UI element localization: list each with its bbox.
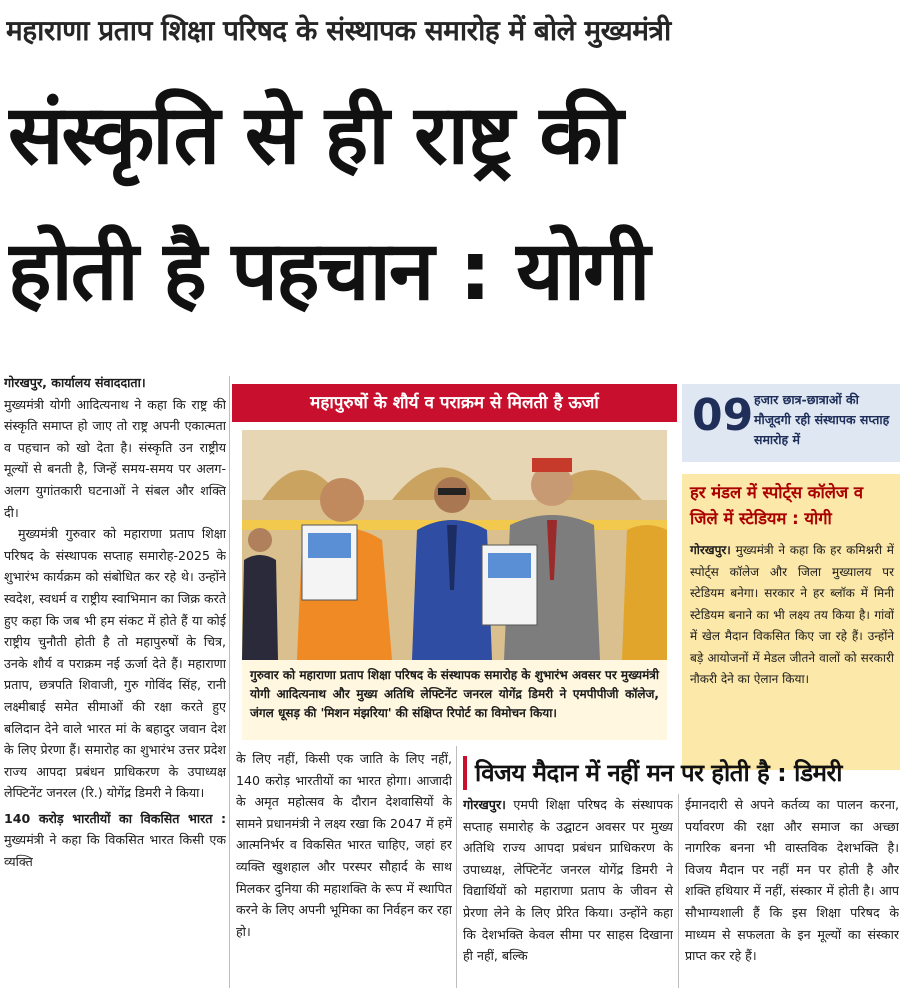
paragraph: मुख्यमंत्री ने कहा कि विकसित भारत किसी एक व्यक्ति — [4, 832, 226, 870]
stat-text: हजार छात्र-छात्राओं की मौजूदगी रही संस्थापक सप्ताह समारोह में — [754, 392, 890, 447]
subhead: 140 करोड़ भारतीयों का विकसित भारत : — [4, 810, 226, 826]
sports-heading: हर मंडल में स्पोर्ट्स कॉलेज व जिले में स्टेडियम : योगी — [690, 483, 864, 528]
dateline: गोरखपुर। — [463, 797, 506, 812]
article-column-1 — [4, 372, 226, 992]
paragraph: मुख्यमंत्री ने कहा कि हर कमिश्नरी में स्पोर्ट्स कॉलेज और जिला मुख्यालय पर स्टेडियम बनेगा। सरकार ने हर ब्लॉक में मिनी स्टेडियम बनाने का भी लक्ष्य तय किया है। गांवों में खेल मैदान विकसित किए जा रहे हैं। उन्होंने बड़े आयोजनों में मेडल जीतने वालों को सरकारी नौकरी देने का ऐलान किया। — [690, 543, 894, 686]
paragraph: मुख्यमंत्री गुरुवार को महाराणा प्रताप शिक्षा परिषद के संस्थापक सप्ताह समारोह-2025 के शुभारंभ कार्यक्रम को संबोधित कर रहे थे। उन्होंने स्वदेश, स्वधर्म व राष्ट्रीय स्वाभिमान का जिक्र करते हुए कहा कि जब भी हम संकट में होते हैं या कोई राष्ट्रीय चुनौती होती है तो महापुरुषों के चित्र, उनके शौर्य व पराक्रम नई ऊर्जा देते हैं। महाराणा प्रताप, छत्रपति शिवाजी, गुरु गोविंद सिंह, रानी लक्ष्मीबाई समेत सीमाओं की रक्षा करते हुए बलिदान देने वाले भारत मां के बहादुर जवान देश के लिए प्रेरणा हैं। समारोह का शुभारंभ उत्तर प्रदेश राज्य आपदा प्रबंधन प्राधिकरण के उपाध्यक्ष लेफ्टिनेंट जनरल (रि.) योगेंद्र डिमरी ने किया। — [4, 526, 226, 801]
event-photo-illustration — [242, 430, 667, 660]
column-divider — [678, 794, 679, 988]
paragraph: एमपी शिक्षा परिषद के संस्थापक सप्ताह समारोह के उद्घाटन अवसर पर मुख्य अतिथि राज्य आपदा प्रबंधन प्राधिकरण के उपाध्यक्ष, लेफ्टिनेंट जनरल योगेंद्र डिमरी ने विद्यार्थियों को महाराणा प्रताप के जीवन से प्रेरणा लेने के लिए प्रेरित किया। उन्होंने कहा कि देशभक्ति केवल सीमा पर साहस दिखाना ही नहीं, बल्कि — [463, 797, 673, 964]
main-headline-line-1: संस्कृति से ही राष्ट्र की — [8, 88, 622, 183]
dateline: गोरखपुर। — [690, 543, 731, 557]
stat-box — [682, 384, 900, 462]
secondary-headline: विजय मैदान में नहीं मन पर होती है : डिमरी — [463, 756, 900, 790]
sports-sidebar-box — [682, 474, 900, 770]
kicker-headline: महाराणा प्रताप शिक्षा परिषद के संस्थापक समारोह में बोले मुख्यमंत्री — [6, 14, 671, 47]
dateline: गोरखपुर, कार्यालय संवाददाता। — [4, 375, 146, 390]
column-divider — [229, 376, 230, 988]
photo-banner: महापुरुषों के शौर्य व पराक्रम से मिलती है ऊर्जा — [232, 384, 677, 422]
secondary-article-column-1 — [463, 794, 673, 992]
column-divider — [456, 746, 457, 988]
article-column-2-continued: के लिए नहीं, किसी एक जाति के लिए नहीं, 140 करोड़ भारतीयों का भारत होगा। आजादी के अमृत महोत्सव के दौरान देशवासियों के सामने प्रधानमंत्री ने लक्ष्य रखा कि 2047 में हमें आत्मनिर्भर व विकसित भारत चाहिए, जहां हर व्यक्ति खुशहाल और परस्पर सौहार्द के साथ मिलकर दुनिया की महाशक्ति के रूप में स्थापित करने के लिए अपनी भूमिका का निर्वहन कर रहा हो। — [236, 751, 452, 939]
event-photo — [242, 430, 667, 660]
main-headline-line-2: होती है पहचान : योगी — [8, 224, 649, 319]
paragraph: मुख्यमंत्री योगी आदित्यनाथ ने कहा कि राष्ट्र की संस्कृति समाप्त हो जाए तो राष्ट्र अपनी एकात्मता व पहचान को खो देता है। संस्कृति उन राष्ट्रीय मूल्यों से बनती है, जिन्हें समय-समय पर अलग-अलग युगांतकारी घटनाओं ने संबल और शक्ति दी। — [4, 396, 226, 520]
secondary-article-column-2: ईमानदारी से अपने कर्तव्य का पालन करना, पर्यावरण की रक्षा और समाज का अच्छा नागरिक बनना भी वास्तविक देशभक्ति है। विजय मैदान पर नहीं मन पर होती है और शक्ति हथियार में नहीं, संस्कार में होती है। आप सौभाग्यशाली हैं कि इस शिक्षा परिषद के माध्यम से सफलता के इन मूल्यों का संस्कार प्राप्त कर रहे हैं। — [685, 797, 899, 964]
stat-number: 09 — [692, 390, 754, 441]
photo-caption: गुरुवार को महाराणा प्रताप शिक्षा परिषद के संस्थापक समारोह के शुभारंभ अवसर पर मुख्यमंत्री योगी आदित्यनाथ और मुख्य अतिथि लेफ्टिनेंट जनरल योगेंद्र डिमरी ने एमपीपीजी कॉलेज, जंगल धूसड़ की 'मिशन मंझरिया' की संक्षिप्त रिपोर्ट का विमोचन किया। — [242, 660, 667, 740]
sports-body — [690, 540, 894, 691]
